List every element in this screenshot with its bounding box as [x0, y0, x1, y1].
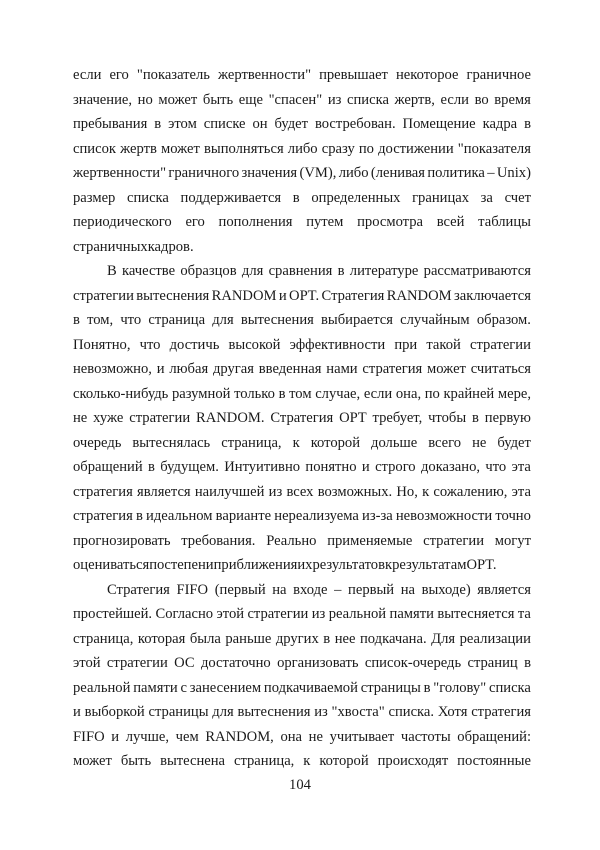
text-line: оцениваться по степени приближения их результатов к результатам OPT. [73, 557, 497, 573]
text-line: очередь вытеснялась страница, к которой дольше всего не будет [73, 434, 531, 451]
text-line: периодического его пополнения путем просмотра всей таблицы [73, 214, 531, 230]
text-line: страница, которая была раньше других в нее подкачана. Для реализации [73, 630, 531, 647]
text-line: этой стратегии ОС достаточно организовать список-очередь страниц в [73, 655, 531, 671]
text-line: простейшей. Согласно этой стратегии из реальной памяти вытесняется та [73, 606, 531, 622]
text-line: размер списка поддерживается в определенных границах за счет [73, 189, 531, 206]
text-line: жертвенности" граничного значения (VM), либо (ленивая политика – Unix) [73, 165, 531, 181]
text-line: сколько-нибудь разумной только в том случае, если она, по крайней мере, [73, 385, 531, 402]
text-line: стратегия в идеальном варианте нереализуема из-за невозможности точно [73, 508, 531, 524]
text-line: В качестве образцов для сравнения в литературе рассматриваются [107, 263, 531, 279]
text-line: если его "показатель жертвенности" превышает некоторое граничное [73, 67, 531, 83]
text-line: невозможно, и любая другая введенная нами стратегия может считаться [73, 361, 531, 377]
paragraph [73, 259, 531, 578]
page-number: 104 [289, 777, 311, 793]
body-text [73, 63, 531, 774]
text-line: в том, что страница для вытеснения выбирается случайным образом. [73, 312, 531, 328]
text-line: Понятно, что достичь высокой эффективности при такой стратегии [73, 336, 531, 353]
text-line: список жертв может выполняться либо сразу по достижении "показателя [73, 140, 531, 157]
text-line: обращений в будущем. Интуитивно понятно и строго доказано, что эта [73, 459, 531, 475]
text-line: FIFO и лучше, чем RANDOM, она не учитывает частоты обращений: [73, 728, 531, 745]
text-line: не хуже стратегии RANDOM. Стратегия OPT требует, чтобы в первую [73, 410, 531, 426]
paragraph [73, 63, 531, 259]
text-line: реальной памяти с занесением подкачиваемой страницы в "голову" списка [73, 679, 531, 696]
text-line: может быть вытеснена страница, к которой происходят постоянные [73, 753, 531, 769]
text-line: стратегия является наилучшей из всех возможных. Но, к сожалению, эта [73, 483, 531, 500]
text-line: прогнозировать требования. Реально применяемые стратегии могут [73, 532, 531, 549]
text-line: и выборкой страницы для вытеснения из "хвоста" списка. Хотя стратегия [73, 704, 531, 720]
text-line: стратегии вытеснения RANDOM и OPT. Стратегия RANDOM заключается [73, 287, 531, 304]
text-line: страничных кадров. [73, 238, 194, 255]
text-line: Стратегия FIFO (первый на входе – первый на выходе) является [107, 581, 531, 598]
text-line: значение, но может быть еще "спасен" из списка жертв, если во время [73, 91, 531, 108]
text-line: пребывания в этом списке он будет востребован. Помещение кадра в [73, 116, 531, 132]
paragraph [73, 578, 531, 774]
